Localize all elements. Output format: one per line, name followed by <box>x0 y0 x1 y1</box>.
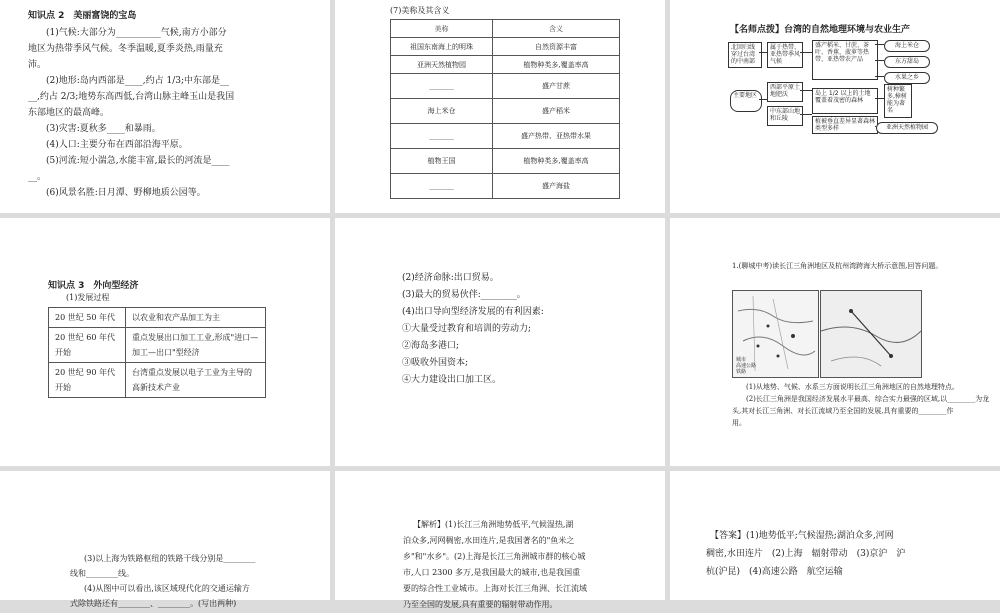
node-east-mountains: 中东部山地和丘陵 <box>767 106 803 126</box>
table-row <box>391 149 620 174</box>
column-header: 美称 <box>391 20 493 38</box>
table-cell: 海上米仓 <box>391 99 493 124</box>
table-cell: 自然资源丰富 <box>493 38 620 56</box>
question-stem: 1.(聊城中考)读长江三角洲地区及杭州湾跨海大桥示意图,回答问题。 <box>732 262 943 270</box>
table-cell: 植物种类多,覆盖率高 <box>493 149 620 174</box>
table-cell: 以农业和农产品加工为主 <box>126 308 266 328</box>
text-line: (5)河流:短小湍急,水能丰富,最长的河流是____ <box>46 156 230 166</box>
table-cell: 盛产热带、亚热带水果 <box>493 124 620 149</box>
table-cell: 祖国东南海上的明珠 <box>391 38 493 56</box>
table-row <box>49 328 266 363</box>
text-line: 乡"和"水乡"。(2)上海是长江三角洲城市群的核心城 <box>403 552 586 561</box>
hangzhou-bay-map <box>820 290 922 378</box>
node-western-plain: 西部平原土地肥沃 <box>767 82 803 102</box>
connector <box>800 114 812 115</box>
table-cell: _______ <box>391 174 493 199</box>
text-line: (3)以上海为铁路枢纽的铁路干线分别是________ <box>84 554 256 563</box>
table-row <box>391 124 620 149</box>
slide-knowledge-point-2 <box>0 0 330 213</box>
text-line: 【答案】(1)地势低平;气候湿热;湖泊众多,河网 <box>710 531 894 541</box>
table-cell: _______ <box>391 124 493 149</box>
text-line: 要的综合性工业城市。上海对长江三角洲、长江流域 <box>403 584 587 593</box>
connector <box>800 90 812 91</box>
node-climate: 属于热带、亚热带季风气候 <box>767 42 803 68</box>
text-line: ②海岛多港口; <box>402 341 460 351</box>
table-cell: 亚洲天然植物园 <box>391 56 493 74</box>
table-row <box>391 99 620 124</box>
node-botanical-garden: 亚洲天然植物园 <box>876 122 938 134</box>
connector <box>759 99 767 100</box>
node-fruit-home: 水果之乡 <box>884 72 930 84</box>
subtitle: (1)发展过程 <box>66 293 110 302</box>
map-legend <box>736 357 756 375</box>
connector <box>875 126 876 127</box>
slide-nicknames-table <box>335 0 665 213</box>
text-line: ④大力建设出口加工区。 <box>402 375 502 385</box>
text-line: 杭(沪昆) (4)高速公路 航空运输 <box>706 567 843 577</box>
text-line: 【解析】(1)长江三角洲地势低平,气候湿热,湖 <box>413 520 574 529</box>
text-line: 市,人口 2300 多万,是我国最大的城市,也是我国重 <box>403 568 581 577</box>
table-row <box>391 174 620 199</box>
question-part-2: (2)长江三角洲是我国经济发展水平最高、综合实力最强的区域,以________为龙头,其对长江三角洲、对长江流域乃至全国的发展,具有重要的________作 <box>732 395 990 415</box>
slide-answer <box>670 471 1000 600</box>
text-line: (3)灾害:夏秋多____和暴雨。 <box>46 124 161 134</box>
text-line: 线和________线。 <box>70 569 134 578</box>
map-title: 【名师点拨】台湾的自然地理环境与农业生产 <box>730 25 911 35</box>
table-cell: 台湾重点发展以电子工业为主导的高新技术产业 <box>126 363 266 398</box>
text-line: (2)地形:岛内西部是____,约占 1/3;中东部是__ <box>46 76 230 86</box>
text-line: 沛。 <box>28 60 47 70</box>
table-row <box>391 38 620 56</box>
text-line: (4)出口导向型经济发展的有利因素: <box>402 307 544 317</box>
table-title: (7)美称及其含义 <box>390 6 450 15</box>
connector <box>875 98 884 99</box>
table-cell: 盛产甘蔗 <box>493 74 620 99</box>
map-graphic <box>821 291 921 377</box>
section-heading: 知识点 2 美丽富饶的宝岛 <box>28 11 137 21</box>
table-cell: 20 世纪 60 年代开始 <box>49 328 126 363</box>
connector <box>800 52 812 53</box>
table-row <box>391 56 620 74</box>
table-row <box>391 74 620 99</box>
text-line: 稠密,水田连片 (2)上海 辐射带动 (3)京沪 沪 <box>706 549 906 559</box>
slide-analysis <box>335 471 665 609</box>
node-sweet-island: 东方甜岛 <box>884 56 930 68</box>
text-line: ③吸收外国资本; <box>402 358 469 368</box>
yangtze-delta-map <box>732 290 819 378</box>
question-part-1: (1)从地势、气候、水系三方面说明长江三角洲地区的自然地理特点。 <box>746 383 959 391</box>
table-cell: 20 世纪 50 年代 <box>49 308 126 328</box>
node-tropic-line: 北回归线穿过台湾的中南部 <box>728 42 762 68</box>
column-header: 含义 <box>493 20 620 38</box>
legend-item: 高速公路 <box>736 363 757 369</box>
development-table <box>48 307 266 398</box>
text-line: (4)从图中可以看出,该区域现代化的交通运输方 <box>84 584 250 593</box>
text-line: 乃至全国的发展,具有重要的辐射带动作用。 <box>403 600 558 609</box>
slide-knowledge-point-3 <box>0 218 330 466</box>
text-line: 东部地区的最高峰。 <box>28 108 110 118</box>
text-line: (3)最大的贸易伙伴:________。 <box>402 290 526 300</box>
slide-question-yangtze <box>670 218 1000 466</box>
text-line: 泊众多,河网稠密,水田连片,是我国著名的"鱼米之 <box>403 536 575 545</box>
table-header-row <box>391 20 620 38</box>
connector <box>759 52 767 53</box>
node-vegetation: 植被垂直差异显著森林类型多样 <box>812 116 878 134</box>
table-row <box>49 363 266 398</box>
node-main-regions: 主要地区 <box>730 90 762 112</box>
connector <box>875 44 884 45</box>
nickname-table <box>390 19 620 199</box>
table-cell: 植物种类多,覆盖率高 <box>493 56 620 74</box>
connector <box>875 60 884 61</box>
table-cell: _______ <box>391 74 493 99</box>
text-line: __,约占 2/3;地势东高西低,台湾山脉主峰玉山是我国 <box>28 92 235 102</box>
table-cell: 20 世纪 90 年代开始 <box>49 363 126 398</box>
node-forest-cover: 岛上 1/2 以上的土地覆盖着茂密的森林 <box>812 88 878 114</box>
text-line: (6)风景名胜:日月潭、野柳地质公园等。 <box>46 188 206 198</box>
connector <box>875 76 884 77</box>
node-crops: 盛产稻米、甘蔗、茶叶、香蕉、菠萝等热带、亚热带农产品 <box>812 40 878 80</box>
section-heading: 知识点 3 外向型经济 <box>48 281 139 291</box>
table-cell: 植物王国 <box>391 149 493 174</box>
table-row <box>49 308 266 328</box>
node-rice-granary: 海上米仓 <box>884 40 930 52</box>
slide-question-continued <box>0 471 330 608</box>
text-line: (2)经济命脉:出口贸易。 <box>402 273 499 283</box>
text-line: __。 <box>28 172 47 182</box>
text-line: ①大量受过教育和培训的劳动力; <box>402 324 532 334</box>
node-tree-species: 树种繁多,樟树能为著名 <box>884 84 912 118</box>
text-line: (4)人口:主要分布在西部沿海平原。 <box>46 140 188 150</box>
text-line: (1)气候:大部分为__________气候,南方小部分 <box>46 28 227 38</box>
slide-economy-factors <box>335 218 665 466</box>
text-line: 式除铁路还有________、________。(写出两种) <box>70 599 237 608</box>
text-line: 地区为热带季风气候。冬季温暖,夏季炎热,雨量充 <box>28 44 223 54</box>
legend-item: 铁路 <box>736 369 747 375</box>
legend-item: 城市 <box>736 357 747 363</box>
slide-concept-map <box>670 0 1000 213</box>
table-cell: 盛产稻米 <box>493 99 620 124</box>
table-cell: 重点发展出口加工工业,形成"进口—加工—出口"型经济 <box>126 328 266 363</box>
question-part-2-end: 用。 <box>732 419 746 427</box>
table-cell: 盛产海盐 <box>493 174 620 199</box>
